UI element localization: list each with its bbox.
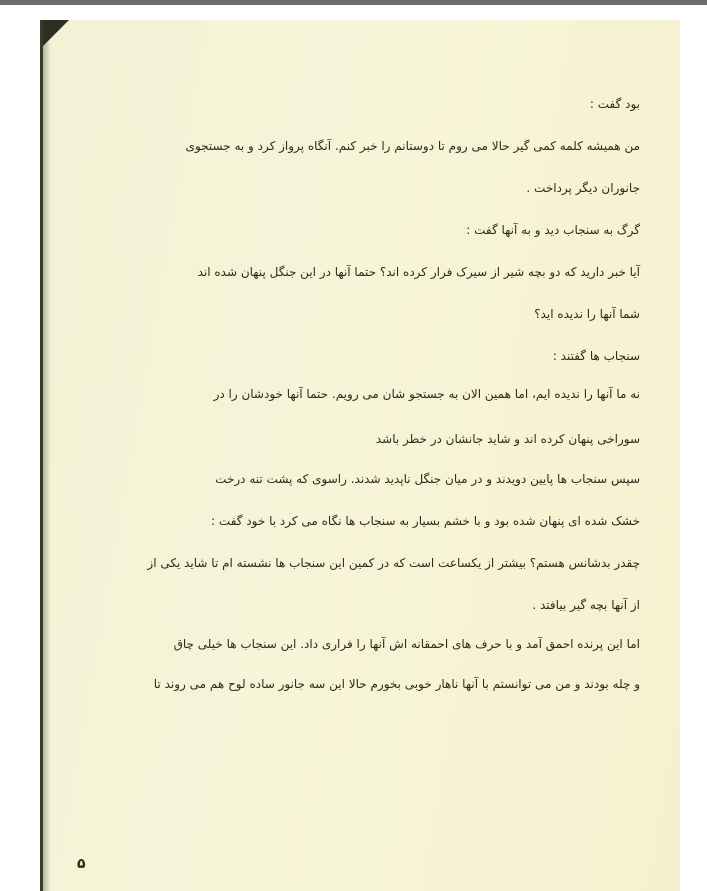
text-line: جانوران دیگر پرداخت . — [526, 181, 640, 195]
text-line: و چله بودند و من می توانستم با آنها ناهار خوبی بخورم حالا این سه جانور ساده لوح هم می روند تا — [153, 677, 640, 691]
text-line: اما این پرنده احمق آمد و با حرف های احمقانه اش آنها را فراری داد. این سنجاب ها خیلی چاق — [173, 637, 640, 651]
text-line: بود گفت : — [589, 97, 640, 111]
page-number: ۵ — [77, 856, 86, 872]
window-top-bar — [0, 0, 707, 5]
text-line: شما آنها را ندیده اید؟ — [534, 307, 640, 321]
text-line: نه ما آنها را ندیده ایم، اما همین الان به جستجو شان می رویم. حتما آنها خودشان را در — [213, 387, 640, 401]
text-line: سوراخی پنهان کرده اند و شاید جانشان در خطر باشد — [375, 432, 640, 446]
book-page — [40, 20, 680, 891]
page-corner-shadow — [43, 20, 69, 46]
text-line: چقدر بدشانس هستم؟ بیشتر از یکساعت است که در کمین این سنجاب ها نشسته ام تا شاید یکی از — [147, 556, 640, 570]
text-line: سپس سنجاب ها پایین دویدند و در میان جنگل ناپدید شدند. راسوی که پشت تنه درخت — [215, 472, 640, 486]
text-line: خشک شده ای پنهان شده بود و با خشم بسیار به سنجاب ها نگاه می کرد با خود گفت : — [211, 514, 640, 528]
text-line: آیا خبر دارید که دو بچه شیر از سیرک فرار کرده اند؟ حتما آنها در این جنگل پنهان شده اند — [197, 265, 640, 279]
text-line: از آنها بچه گیر بیافتد . — [532, 598, 640, 612]
text-line: سنجاب ها گفتند : — [552, 349, 640, 363]
text-line: من همیشه کلمه کمی گیر حالا می روم تا دوستانم را خبر کنم. آنگاه پرواز کرد و به جستجوی — [185, 139, 640, 153]
text-line: گرگ به سنجاب دید و به آنها گفت : — [466, 223, 640, 237]
